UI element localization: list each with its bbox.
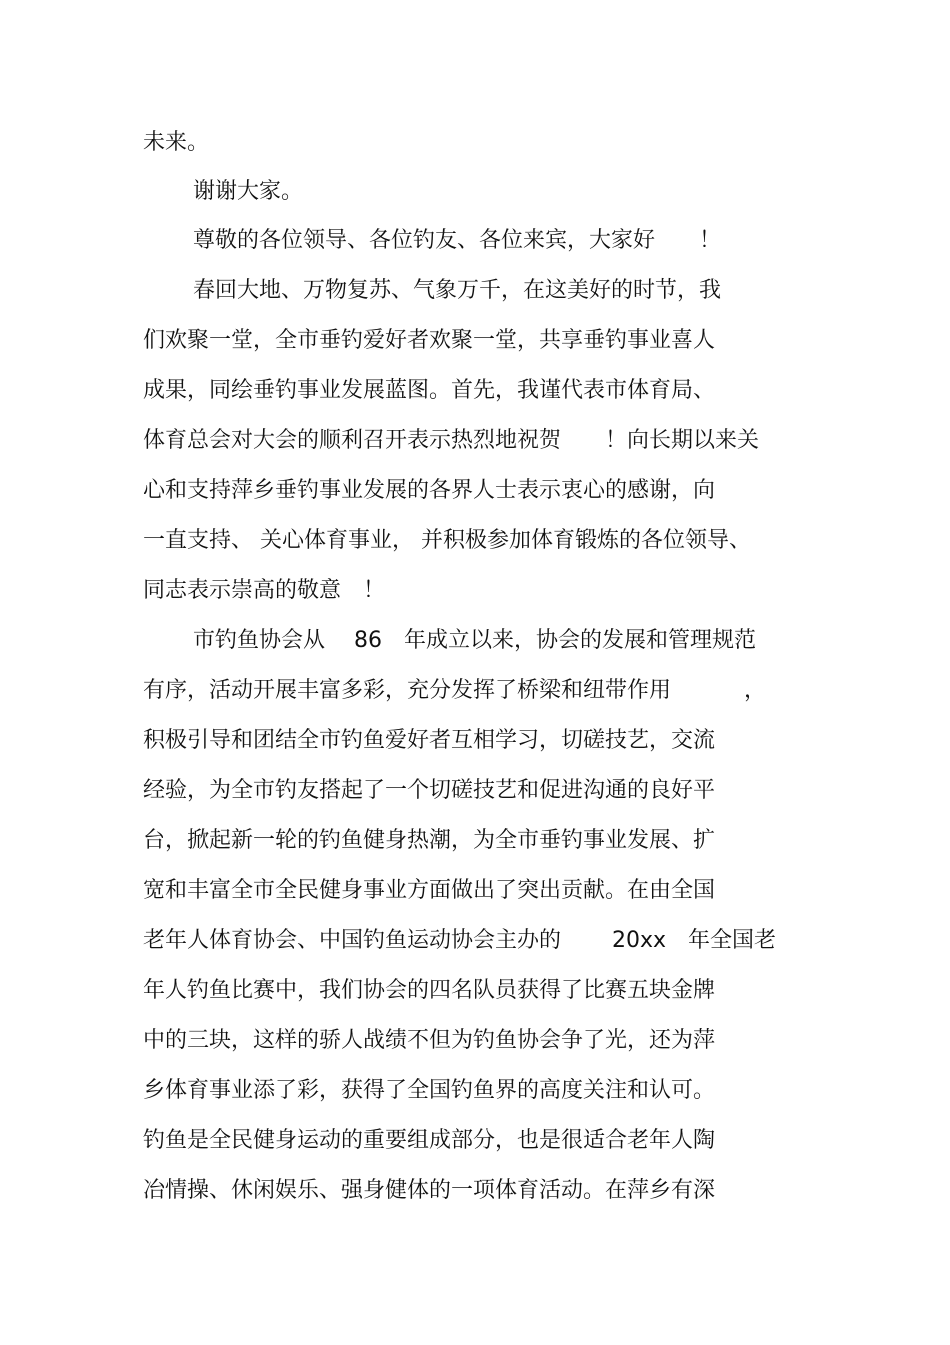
text-line: 台，掀起新一轮的钓鱼健身热潮，为全市垂钓事业发展、扩	[143, 828, 716, 853]
text-line: 经验，为全市钓友搭起了一个切磋技艺和促进沟通的良好平	[143, 778, 716, 803]
text-line: 有序，活动开展丰富多彩，充分发挥了桥梁和纽带作用 ，	[143, 678, 766, 703]
text-line: 宽和丰富全市全民健身事业方面做出了突出贡献。在由全国	[143, 878, 716, 903]
text-line: 同志表示崇高的敬意 ！	[143, 578, 386, 603]
text-line: 钓鱼是全民健身运动的重要组成部分，也是很适合老年人陶	[143, 1128, 716, 1153]
text-line: 市钓鱼协会从 86 年成立以来，协会的发展和管理规范	[193, 628, 756, 653]
text-line: 尊敬的各位领导、各位钓友、各位来宾，大家好 ！	[193, 228, 722, 253]
text-line: 心和支持萍乡垂钓事业发展的各界人士表示衷心的感谢，向	[143, 478, 716, 503]
text-line: 未来。	[143, 130, 210, 155]
text-line: 冶情操、休闲娱乐、强身健体的一项体育活动。在萍乡有深	[143, 1178, 716, 1203]
text-line: 谢谢大家。	[193, 179, 304, 204]
text-line: 积极引导和团结全市钓鱼爱好者互相学习，切磋技艺，交流	[143, 728, 716, 753]
text-line: 年人钓鱼比赛中，我们协会的四名队员获得了比赛五块金牌	[143, 978, 716, 1003]
text-line: 们欢聚一堂，全市垂钓爱好者欢聚一堂，共享垂钓事业喜人	[143, 328, 716, 353]
text-line: 春回大地、万物复苏、气象万千，在这美好的时节，我	[193, 278, 722, 303]
text-line: 一直支持、 关心体育事业， 并积极参加体育锻炼的各位领导、	[143, 528, 751, 553]
text-line: 老年人体育协会、中国钓鱼运动协会主办的 20xx 年全国老	[143, 928, 777, 953]
text-line: 成果，同绘垂钓事业发展蓝图。首先，我谨代表市体育局、	[143, 378, 716, 403]
text-line: 中的三块，这样的骄人战绩不但为钓鱼协会争了光，还为萍	[143, 1028, 716, 1053]
text-line: 乡体育事业添了彩，获得了全国钓鱼界的高度关注和认可。	[143, 1078, 716, 1103]
text-line: 体育总会对大会的顺利召开表示热烈地祝贺 ！向长期以来关	[143, 428, 760, 453]
